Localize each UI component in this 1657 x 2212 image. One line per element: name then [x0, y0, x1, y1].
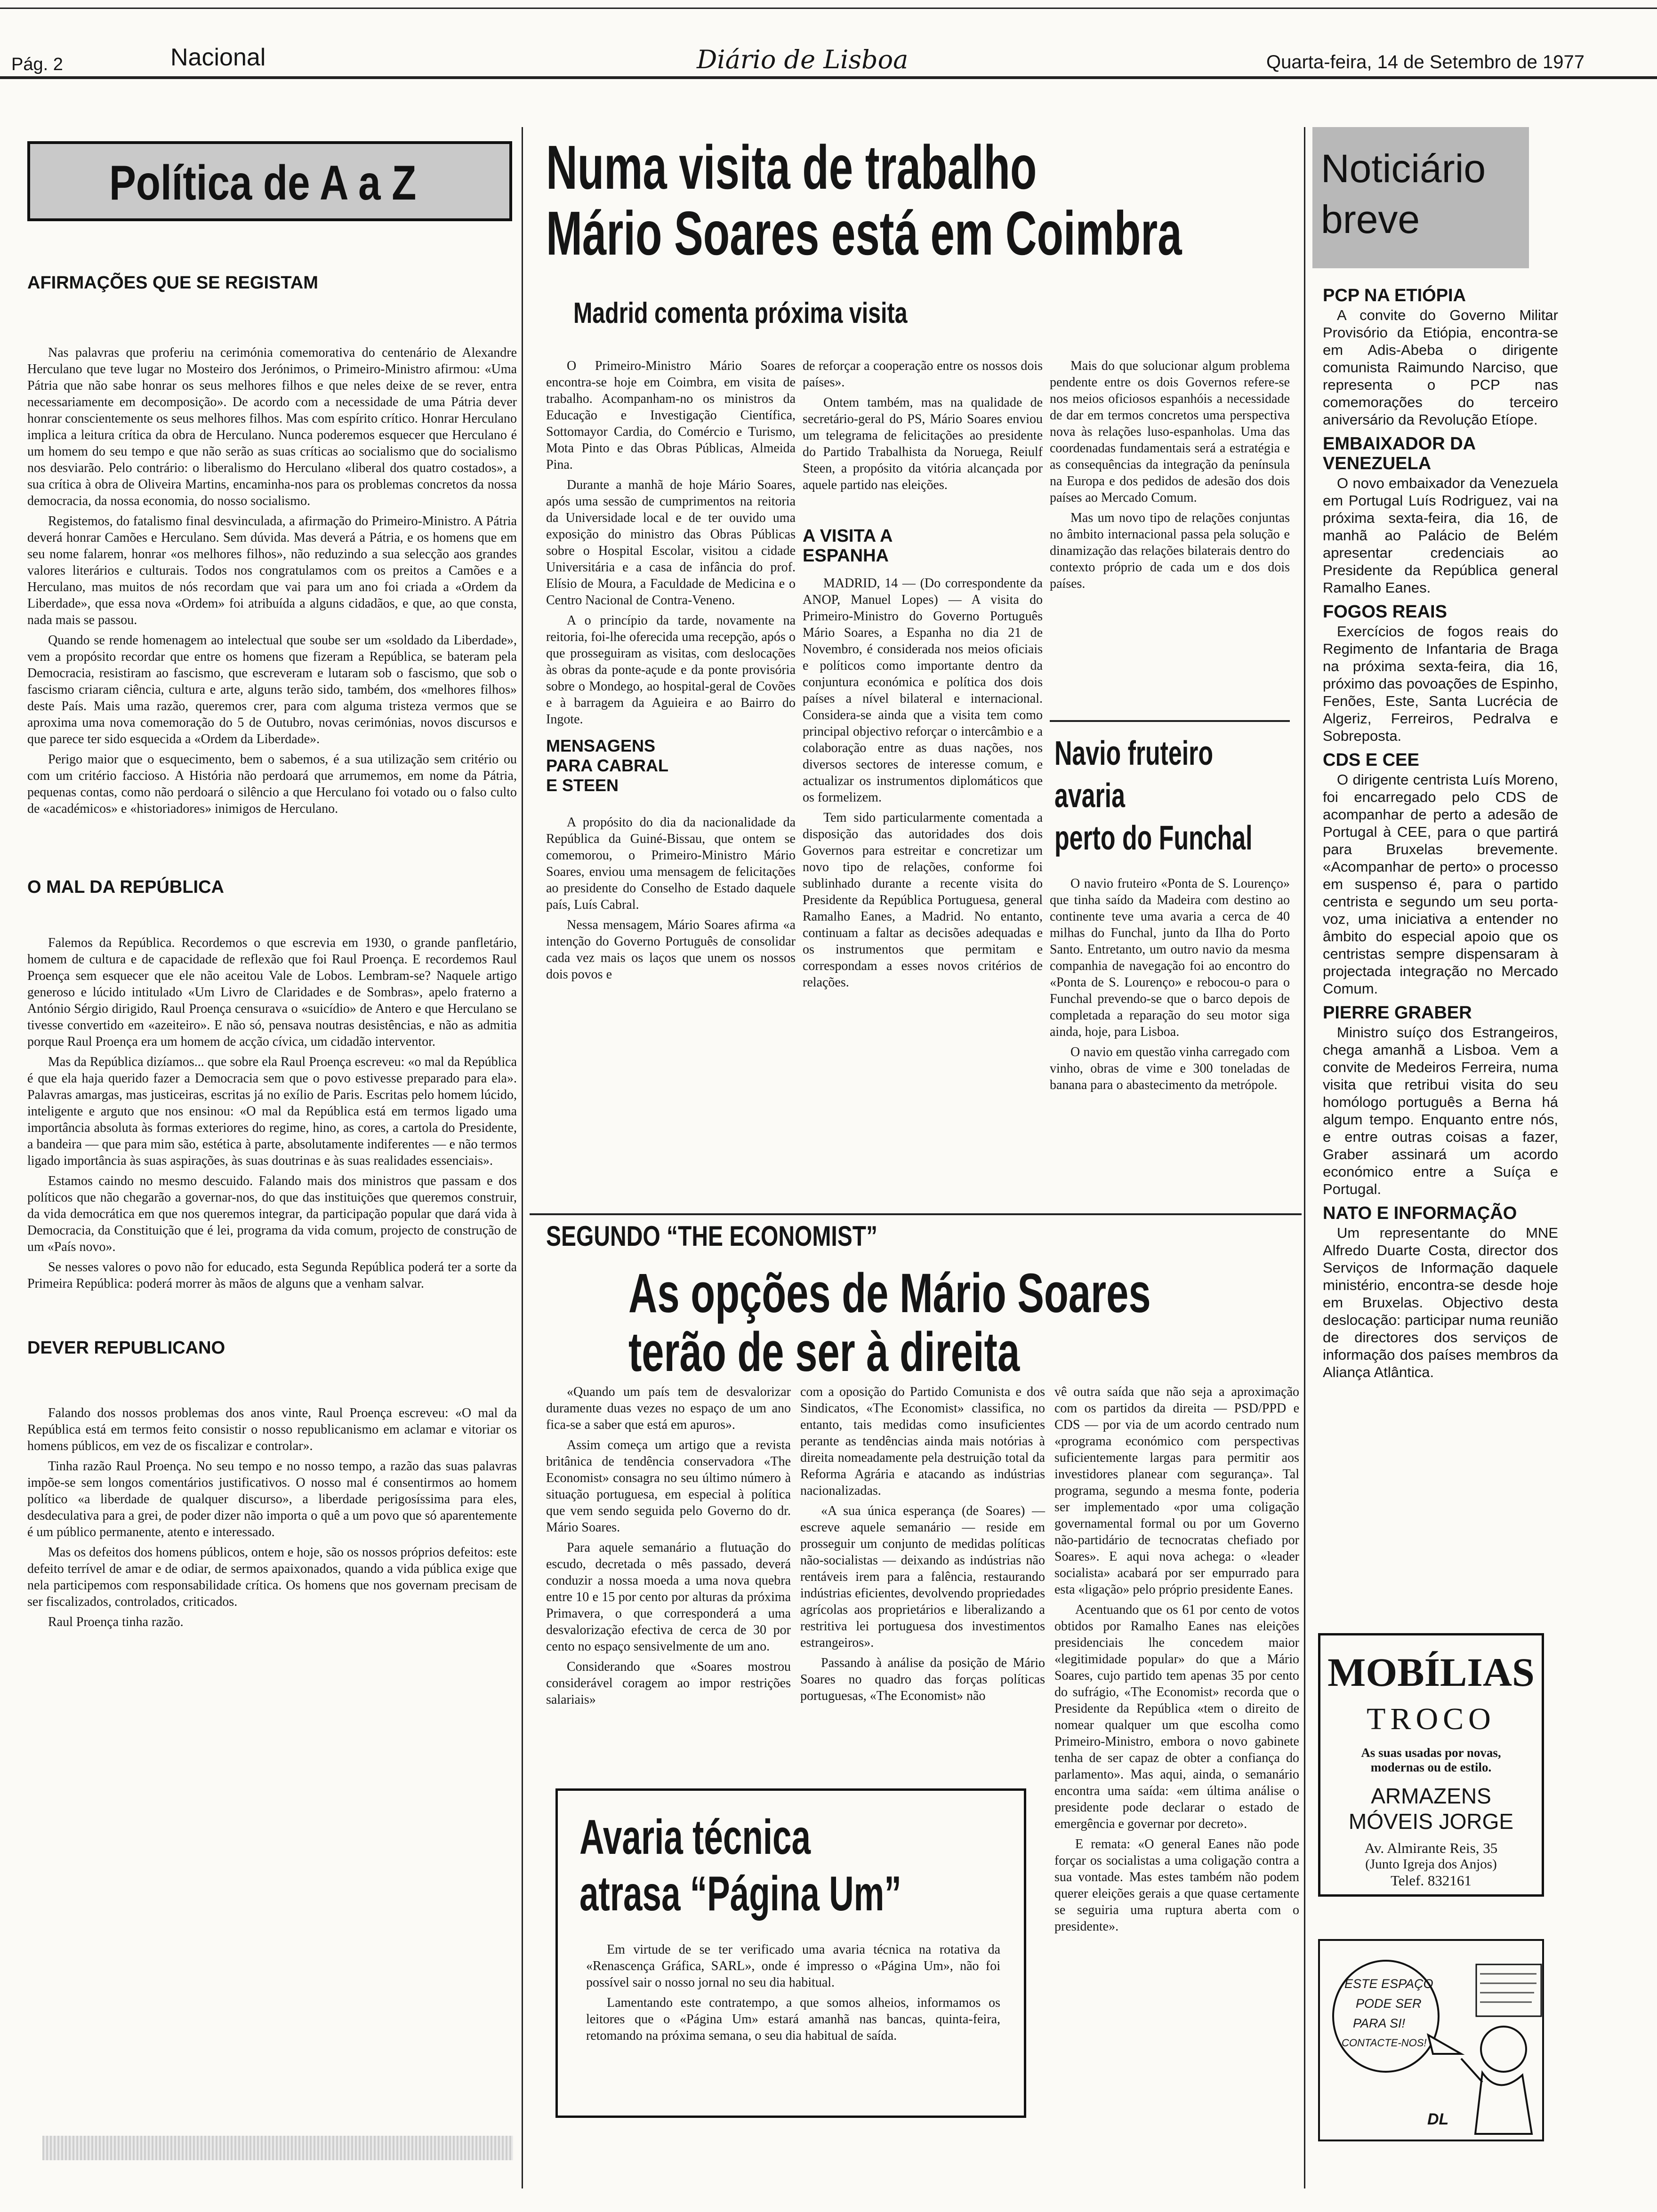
noticiario-column	[1323, 280, 1558, 1381]
paragraph: Se nesses valores o povo não for educado, esta Segunda República poderá ter a sorte da Primeira República: poderá morrer às mãos de alguns que a venham salvar.	[27, 1260, 517, 1291]
advert-phone: Telef. 832161	[1391, 1872, 1472, 1889]
heading-mal-republica: O MAL DA REPÚBLICA	[27, 877, 224, 897]
paragraph: Falemos da República. Recordemos o que escrevia em 1930, o grande panfletário, homem de cultura e de capacidade de reflexão que foi Raul Proença. E recordemos Raul Proença sem esquecer que ele não aceitou Vale de Lobos. Lembram-se? Naquele artigo generoso e lúcido intitulado «Um Livro de Claridades e de Sombras», apelo fraterno a António Sérgio dirigido, Raul Proença censurava o «suicídio» de Antero e que Herculano se tivesse convertido em «azeiteiro». E não só, pensava noutras desistências, e não as admitia porque Raul Proença era um homem de acção cívica, um cidadão interventor.	[27, 936, 517, 1049]
lead-subtitle: Madrid comenta próxima visita	[573, 297, 908, 329]
column-divider-right	[1304, 127, 1305, 2188]
speech-bubble-text: CONTACTE-NOS!	[1342, 2037, 1427, 2049]
avaria-title-line1: Avaria técnica	[579, 1810, 811, 1865]
economist-kicker: SEGUNDO “THE ECONOMIST”	[546, 1220, 878, 1252]
economist-column-1	[546, 1384, 791, 1712]
advert-address: Av. Almirante Reis, 35	[1364, 1840, 1498, 1856]
issue-date: Quarta-feira, 14 de Setembro de 1977	[1266, 52, 1585, 72]
paragraph: O Primeiro-Ministro Mário Soares encontra-se hoje em Coimbra, em visita de trabalho. Acompanham-no os ministros da Educação e Investigação Científica, Sottomayor Cardia, do Comércio e Turismo, Mota Pinto e das Obras Públicas, Almeida Pina.	[546, 359, 796, 472]
speech-bubble-text: ESTE ESPAÇO	[1344, 1977, 1433, 1991]
heading-dever-republicano: DEVER REPUBLICANO	[27, 1338, 225, 1358]
paragraph: Considerando que «Soares mostrou considerável coragem ao impor restrições salariais»	[546, 1659, 791, 1707]
news-item-heading: FOGOS REAIS	[1323, 602, 1447, 622]
paragraph: «A sua única esperança (de Soares) — escreve aquele semanário — reside em prosseguir um conjunto de medidas políticas não-socialistas — deixando as indústrias não rentáveis irem para a falência, restaurando indústrias eficientes, devolvendo propriedades agrícolas aos proprietários e liberalizando a restritiva lei portuguesa dos investimentos estrangeiros».	[800, 1504, 1045, 1650]
lead-title-line1: Numa visita de trabalho	[546, 133, 1037, 202]
paragraph: Passando à análise da posição de Mário Soares no quadro das forças políticas portuguesas, «The Economist» não	[800, 1656, 1045, 1703]
news-item-heading: PIERRE GRABER	[1323, 1003, 1472, 1023]
heading-afirmacoes: AFIRMAÇÕES QUE SE REGISTAM	[27, 273, 318, 293]
paragraph: Lamentando este contratempo, a que somos alheios, informamos os leitores que o «Página Um» estará amanhã nas bancas, quinta-feira, retomando na próxima semana, o seu dia habitual de saída.	[586, 1996, 1000, 2043]
paragraph: Raul Proença tinha razão.	[48, 1615, 184, 1629]
navio-title-line3: perto do Funchal	[1054, 819, 1253, 857]
economist-top-rule	[530, 1213, 1302, 1215]
news-item	[1323, 1203, 1558, 1381]
paragraph: Mas os defeitos dos homens públicos, ontem e hoje, são os nossos próprios defeitos: este defeito terrível de amar e de odiar, de sermos apaixonados, quando a vida pública exige que nela participemos com responsabilidade crítica. Os homens que nos governam precisam de ser fiscalizados, controlados, criticados.	[27, 1545, 517, 1609]
lead-column-1	[546, 358, 796, 986]
news-item	[1323, 750, 1558, 997]
paragraph: «Quando um país tem de desvalorizar duramente duas vezes no espaço de um ano fica-se a saber que está em apuros».	[546, 1385, 791, 1432]
news-item	[1323, 602, 1558, 745]
paragraph: Mas um novo tipo de relações conjuntas no âmbito internacional passa pela solução e dinamização das relações bilaterais dentro do contexto próprio de cada um e dos dois países.	[1050, 511, 1290, 591]
paragraph: A o princípio da tarde, novamente na reitoria, foi-lhe oferecida uma recepção, após o que prosseguiram as visitas, com deslocações às obras da ponte-açude e da ponte provisória sobre o Mondego, ao hospital-geral de Covões e à barragem da Aguieira e ao Bairro do Ingote.	[546, 613, 796, 727]
noticiario-box	[1312, 127, 1529, 268]
advert-mobilias	[1318, 1633, 1544, 1897]
paragraph: de reforçar a cooperação entre os nossos dois países».	[803, 359, 1043, 390]
news-item	[1323, 1003, 1558, 1198]
navio-body	[1050, 875, 1290, 1097]
avaria-box	[555, 1788, 1026, 2118]
paragraph: Para aquele semanário a flutuação do escudo, decretada o mês passado, deverá conduzir a nossa moeda a uma nova quebra entre 10 e 15 por cento por alturas da próxima Primavera, o que corresponderá a uma desvalorização efectiva de cerca de 30 por cento no espaço sensivelmente de um ano.	[546, 1540, 791, 1654]
politica-box	[27, 141, 512, 221]
column-divider-left	[522, 127, 523, 2188]
page-number: Pág. 2	[11, 55, 63, 74]
news-item-text: Ministro suíço dos Estrangeiros, chega amanhã a Lisboa. Vem a convite de Medeiros Ferreira, numa visita que retribui visita do seu homólogo português a Berna há algum tempo. Enquanto entre nós, e entre outras coisas a fazer, Graber assinará um acordo económico entre a Suíça e Portugal.	[1323, 1024, 1558, 1197]
paragraph: O navio em questão vinha carregado com vinho, obras de vime e 300 toneladas de banana para o abastecimento da metrópole.	[1050, 1045, 1290, 1092]
page-header	[0, 0, 1657, 85]
news-item-text: A convite do Governo Militar Provisório da Etiópia, encontra-se em Adis-Abeba o dirigente comunista Raimundo Narciso, que representa o PCP nas comemorações do terceiro aniversário da Revolução Etíope.	[1323, 307, 1558, 428]
news-item-text: O dirigente centrista Luís Moreno, foi encarregado pelo CDS de acompanhar de perto a adesão de Portugal à CEE, para o que partirá para Bruxelas brevemente. «Acompanhar de perto» o processo em suspenso é, para o partido centrista e segundo um seu porta-voz, uma iniciativa a entender no âmbito do especial apoio que os centristas sempre dispensaram à projectada integração no Mercado Comum.	[1323, 771, 1558, 997]
economist-column-2	[800, 1384, 1045, 1708]
economist-title-line2: terão de ser à direita	[628, 1321, 1020, 1383]
speech-bubble-text: PARA SI!	[1353, 2016, 1406, 2030]
economist-column-3	[1054, 1384, 1299, 1939]
news-item-text: Um representante do MNE Alfredo Duarte Costa, director dos Serviços de Informação daquele ministério, encontra-se desde hoje em Bruxelas. Objectivo desta deslocação: participar numa reunião de directores dos serviços de informação dos países membros da Aliança Atlântica.	[1323, 1225, 1558, 1380]
cartoon-advert	[1318, 1939, 1544, 2141]
lead-column-2	[803, 358, 1043, 994]
paragraph: Falando dos nossos problemas dos anos vinte, Raul Proença escreveu: «O mal da República está em termos feito consistir o nosso republicanismo em aclamar e vitoriar os homens públicos, em vez de os fiscalizar e controlar».	[27, 1406, 517, 1453]
paragraph: Tem sido particularmente comentada a disposição das autoridades dos dois Governos para estreitar e concretizar um novo tipo de relações, conforme foi sublinhado durante a recente visita do Presidente da República Portuguesa, general Ramalho Eanes, a Madrid. No entanto, continuam a faltar as decisões adequadas e os instrumentos que permitam e correspondam a esses novos critérios de relações.	[803, 810, 1043, 990]
economist-title-line1: As opções de Mário Soares	[628, 1262, 1151, 1324]
header-rule	[0, 76, 1657, 79]
subhead-visita-espanha: A VISITA A ESPANHA	[803, 526, 892, 566]
navio-rule	[1050, 720, 1290, 722]
noticiario-title-line1: Noticiário	[1321, 146, 1486, 191]
subhead-mensagens: MENSAGENS PARA CABRAL E STEEN	[546, 736, 668, 795]
paragraph: Tinha razão Raul Proença. No seu tempo e no nosso tempo, a razão das suas palavras impõe-se sem longos comentários justificativos. O nosso mal é consentirmos ao homem político «a liberdade de qualquer discurso», a liberdade perigosíssima para eles, desdeculativa para a grei, de poder dizer não importa o quê a um povo que só aparentemente é um público permanente, atento e interessado.	[27, 1459, 517, 1539]
cartoon-signature: DL	[1427, 2110, 1449, 2128]
news-item-text: O novo embaixador da Venezuela em Portugal Luís Rodriguez, vai na próxima sexta-feira, dia 16, de manhã ao Palácio de Belém apresentar credenciais ao Presidente da República general Ramalho Eanes.	[1323, 475, 1558, 596]
bottom-strip	[42, 2136, 513, 2160]
lead-title-line2: Mário Soares está em Coimbra	[546, 199, 1182, 268]
news-item-heading: EMBAIXADOR DA VENEZUELA	[1323, 434, 1475, 473]
masthead: Diário de Lisboa	[697, 45, 909, 74]
paragraph: Nessa mensagem, Mário Soares afirma «a intenção do Governo Português de consolidar cada vez mais os laços que unem os nossos dois povos e	[546, 918, 796, 982]
paragraph: Quando se rende homenagem ao intelectual que soube ser um «soldado da Liberdade», vem a propósito recordar que entre os homens que fizeram a República, se bateram pela Democracia, resistiram ao fascismo, que escreveram e lutaram sob o fascismo, que sob o fascismo criaram ciência, cultura e arte, alguns terão sido, também, dos «melhores filhos» deste País. Mais uma razão, queremos crer, para com alguma tristeza vermos que se aproxima uma nova comemoração do 5 de Outubro, novas cerimónias, novos discursos e que parece ter sido esquecida a «Ordem da Liberdade».	[27, 633, 517, 746]
paragraph: Perigo maior que o esquecimento, bem o sabemos, é a sua utilização sem critério ou com um critério faccioso. A História não perdoará que arrumemos, em nome da Pátria, pequenas contas, como não perdoará o silêncio a que Herculano foi votado ou o falso culto de «académicos» e «historiadores» inimigos de Herculano.	[27, 752, 517, 816]
advert-text: modernas ou de estilo.	[1370, 1760, 1492, 1774]
paragraph: com a oposição do Partido Comunista e dos Sindicatos, «The Economist» classifica, no entanto, tais medidas como insuficientes perante as tendências ainda mais notórias à direita nomeadamente pela destruição total da Reforma Agrária e atacando as indústrias nacionalizadas.	[800, 1385, 1045, 1498]
paragraph: MADRID, 14 — (Do correspondente da ANOP, Manuel Lopes) — A visita do Primeiro-Ministro do Governo Português Mário Soares, a Espanha no dia 21 de Novembro, é considerada nos meios oficiais e políticos como importante dentro da conjuntura económica e política dos dois países a nível bilateral e internacional. Considera-se ainda que a visita tem como principal objectivo reforçar o intercâmbio e a colaboração entre as duas nações, nos diversos sectores de interesse comum, e actualizar os instrumentos diplomáticos que os formelizem.	[803, 576, 1043, 805]
paragraph: Durante a manhã de hoje Mário Soares, após uma sessão de cumprimentos na reitoria da Universidade local e de ter ouvido uma exposição do ministro das Obras Públicas sobre o Hospital Escolar, visitou a cidade Universitária e a casa de infância do prof. Elísio de Moura, a Faculdade de Medicina e o Centro Nacional de Contra-Veneno.	[546, 478, 796, 608]
news-item	[1323, 286, 1558, 428]
paragraph: Mais do que solucionar algum problema pendente entre os dois Governos refere-se nos meios oficiosos espanhóis a necessidade de dar em termos concretos uma perspectiva nova às relações luso-espanholas. Uma das coordenadas fundamentais será a estratégia e as consequências da integração da península na Europa e dos pedidos de adesão dos dois países ao Mercado Comum.	[1050, 359, 1290, 505]
paragraph: Mas da República dizíamos... que sobre ela Raul Proença escreveu: «o mal da República é que ela haja querido fazer a Democracia sem que o povo estivesse preparado para ela». Palavras amargas, mas justiceiras, escritas já no exílio de Paris. Escritas pelo homem lúcido, inteligente e arguto que nos ensinou: «O mal da República está em termos ligado uma importância absoluta às formas exteriores do regime, hino, as cores, a cartola do Presidente, a bandeira — que para mim são, estética à parte, absolutamente indiferentes — e não termos ligado importância às suas aspirações, às suas doutrinas e às suas realidades essenciais».	[27, 1055, 517, 1168]
paragraph: Ontem também, mas na qualidade de secretário-geral do PS, Mário Soares enviou um telegrama de felicitações ao presidente do Partido Trabalhista da Noruega, Reiulf Steen, a propósito da vitória alcançada por aquele partido nas eleições.	[803, 395, 1043, 492]
section-name: Nacional	[170, 44, 266, 71]
paragraph: Em virtude de se ter verificado uma avaria técnica na rotativa da «Renascença Gráfica, SARL», onde é impresso o «Página Um», não foi possível sair o nosso jornal no seu dia habitual.	[586, 1942, 1000, 1990]
paragraph: vê outra saída que não seja a aproximação com os partidos da direita — PSD/PPD e CDS — por via de um acordo centrado num «programa económico com perspectivas suficientemente largas para permitir aos investidores planear com segurança». Tal programa, segundo a mesma fonte, poderia ser implementado «por uma coligação governamental formal ou por um Governo não-partidário de tecnocratas chefiado por Soares». E aqui nova achega: o «leader socialista» acabará por ser empurrado para esta «ligação» pelo próprio presidente Eanes.	[1054, 1385, 1299, 1597]
paragraph: E remata: «O general Eanes não pode forçar os socialistas a uma coligação contra a sua vontade. Mas estes também não podem querer eleições gerais a que quase certamente se seguiria uma ruptura aberta com o presidente».	[1054, 1837, 1299, 1934]
politica-box-title: Política de A a Z	[109, 156, 417, 210]
lead-column-3	[1050, 358, 1290, 596]
advert-subhead: TROCO	[1367, 1702, 1496, 1736]
navio-title-line1: Navio fruteiro	[1054, 735, 1214, 772]
news-item-heading: CDS E CEE	[1323, 750, 1419, 770]
paragraph: Estamos caindo no mesmo descuido. Falando mais dos ministros que passam e dos políticos que não chegarão a governar-nos, do que das instituições que queremos construir, da vida democrática em que nos queremos integrar, da participação popular que dará vida à Democracia, da Constituição que é lei, programa da vida comum, projecto de construção de um «País novo».	[27, 1174, 517, 1254]
column-politica	[27, 273, 517, 1634]
advert-text: As suas usadas por novas,	[1361, 1746, 1501, 1760]
advert-address: (Junto Igreja dos Anjos)	[1365, 1857, 1497, 1872]
page-top-rule	[0, 8, 1657, 9]
navio-title-line2: avaria	[1054, 777, 1125, 815]
paragraph: Nas palavras que proferiu na cerimónia comemorativa do centenário de Alexandre Herculano que teve lugar no Mosteiro dos Jerónimos, o Primeiro-Ministro afirmou: «Uma Pátria que não sabe honrar os seus melhores filhos e que neles deixe de se rever, entra necessariamente em decomposição». De acordo com a necessidade de uma Pátria dever honrar conscientemente os seus melhores filhos. Mas com espírito crítico. Honrar Herculano implica a leitura crítica da obra de Herculano. Nunca poderemos esquecer que Herculano é um homem do seu tempo e que não serão as suas críticas ao socialismo que do socialismo nos desviarão. Pelo contrário: o liberalismo do Herculano «liberal dos quatro costados», a sua crítica à obra de Oliveira Martins, encaminha-nos para os problemas concretos da nossa democracia, da nossa economia, do nosso socialismo.	[27, 345, 517, 508]
paragraph: Registemos, do fatalismo final desvinculada, a afirmação do Primeiro-Ministro. A Pátria deverá honrar Camões e Herculano. Sem dúvida. Mas deverá a Pátria, e os homens que em seu nome falarem, honrar «os melhores filhos», não reduzindo a sua selecção aos grandes valores literários e culturais. Todos nos congratulamos com os preitos a Camões e a Herculano, mas muitos de nós recordam que vai para um ano foi criada a «Ordem da Liberdade», que essa nova «Ordem» foi atribuída a alguns cidadãos, e que, ao que consta, nada mais se passou.	[27, 514, 517, 627]
paragraph: Assim começa um artigo que a revista britânica de tendência conservadora «The Economist» consagra no seu último número à situação portuguesa, em especial à política que vem sendo seguida pelo Governo do dr. Mário Soares.	[546, 1438, 791, 1535]
noticiario-title-line2: breve	[1321, 197, 1420, 241]
news-item	[1323, 434, 1558, 596]
avaria-title-line2: atrasa “Página Um”	[579, 1867, 901, 1921]
paragraph: A propósito do dia da nacionalidade da República da Guiné-Bissau, que ontem se comemorou, o Primeiro-Ministro Mário Soares, enviou uma mensagem de felicitações ao presidente do Conselho de Estado daquele país, Luís Cabral.	[546, 815, 796, 912]
advert-headline: MOBÍLIAS	[1327, 1650, 1535, 1695]
news-item-heading: NATO E INFORMAÇÃO	[1323, 1203, 1517, 1223]
paragraph: O navio fruteiro «Ponta de S. Lourenço» que tinha saído da Madeira com destino ao continente teve uma avaria a cerca de 40 milhas do Funchal, junto da Ilha do Porto Santo. Entretanto, um outro navio da mesma companhia de navegação foi ao encontro do «Ponta de S. Lourenço» e rebocou-o para o Funchal prevendo-se que o barco depois de completada a reparação do seu motor siga ainda, hoje, para Lisboa.	[1050, 876, 1290, 1039]
paragraph: Acentuando que os 61 por cento de votos obtidos por Ramalho Eanes nas eleições presidenciais lhe concedem maior «legitimidade popular» do que a Mário Soares, cujo partido tem apenas 35 por cento do sufrágio, «The Economist» recorda que o Presidente da República «tem o direito de nomear qualquer um que escolha como Primeiro-Ministro, embora o novo gabinete tenha de ser capaz de obter a confiança do parlamento». Mas aqui, ainda, o semanário encontra uma saída: «em última análise o presidente pode declarar o estado de emergência e governar por decreto».	[1054, 1603, 1299, 1831]
advert-store: ARMAZENS	[1371, 1784, 1491, 1808]
speech-bubble-text: PODE SER	[1356, 1996, 1422, 2011]
news-item-text: Exercícios de fogos reais do Regimento de Infantaria de Braga na próxima sexta-feira, dia 16, próximo das povoações de Espinho, Fenões, Este, Santa Lucrécia de Algeriz, Ferreiros, Pedralva e Sobreposta.	[1323, 623, 1558, 744]
advert-store: MÓVEIS JORGE	[1348, 1809, 1514, 1834]
news-item-heading: PCP NA ETIÓPIA	[1323, 286, 1466, 305]
